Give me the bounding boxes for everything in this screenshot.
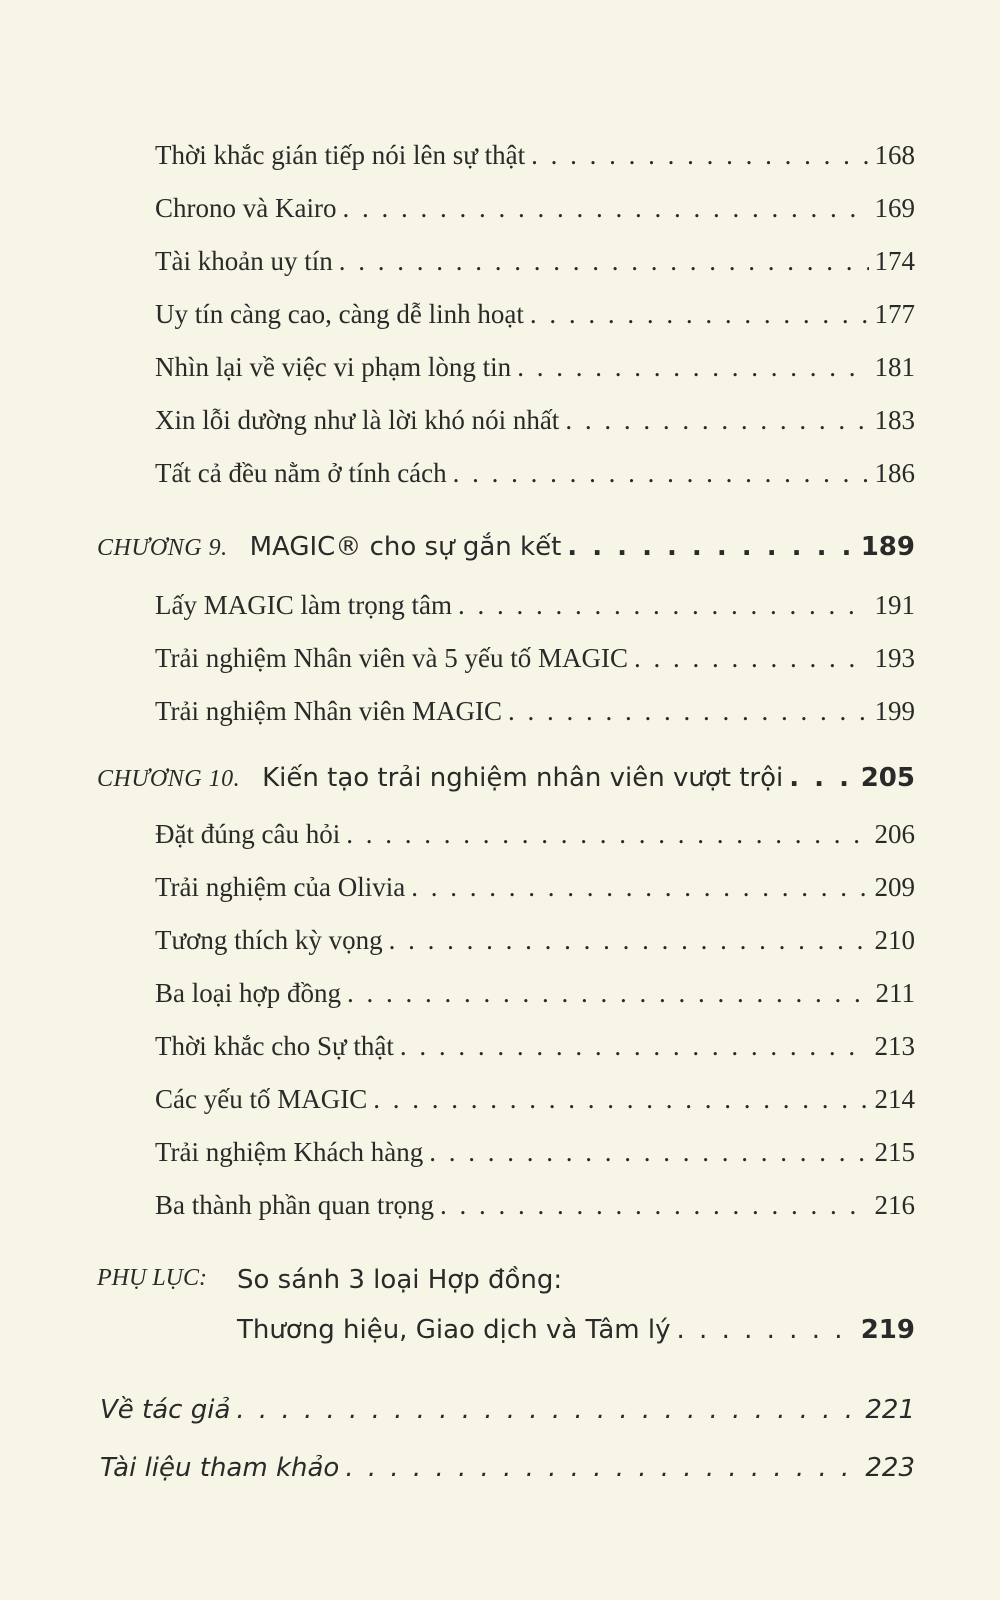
toc-entry[interactable] (155, 872, 915, 903)
toc-entry[interactable] (155, 140, 915, 171)
toc-entry-title: Ba loại hợp đồng (155, 978, 342, 1008)
toc-entry[interactable] (155, 978, 915, 1009)
leader-dots (440, 1190, 869, 1221)
chapter-title: MAGIC® cho sự gắn kết (249, 532, 562, 562)
leader-dots (373, 1084, 868, 1115)
chapter-label: CHƯƠNG 9. (97, 535, 228, 561)
toc-entry-page: 209 (874, 872, 915, 902)
toc-entry-title: Xin lỗi dường như là lời khó nói nhất (155, 405, 560, 435)
toc-entry-title: Trải nghiệm Khách hàng (155, 1137, 424, 1167)
toc-entry-title: Nhìn lại về việc vi phạm lòng tin (155, 352, 512, 382)
toc-entry[interactable] (155, 405, 915, 436)
toc-entry[interactable] (155, 1190, 915, 1221)
leader-dots (236, 1395, 859, 1425)
chapter-9-heading[interactable] (97, 532, 915, 562)
chapter-title: Kiến tạo trải nghiệm nhân viên vượt trội (262, 763, 784, 793)
toc-entry-page: 214 (874, 1084, 915, 1114)
toc-entry-title: Trải nghiệm của Olivia (155, 872, 406, 902)
leader-dots (517, 352, 868, 383)
toc-entry-title: Các yếu tố MAGIC (155, 1084, 368, 1114)
toc-entry-page: 181 (874, 352, 915, 382)
appendix-title-line2: Thương hiệu, Giao dịch và Tâm lý (237, 1315, 671, 1345)
toc-entry-page: 215 (874, 1137, 915, 1167)
leader-dots (389, 925, 869, 956)
leader-dots (634, 643, 869, 674)
leader-dots (342, 193, 868, 224)
toc-entry[interactable] (155, 299, 915, 330)
toc-entry-title: Tương thích kỳ vọng (155, 925, 383, 955)
toc-entry-page: 174 (874, 246, 915, 276)
toc-entry-page: 186 (874, 458, 915, 488)
leader-dots (530, 299, 869, 330)
leader-dots (339, 246, 869, 277)
leader-dots (508, 696, 869, 727)
toc-entry-page: 193 (874, 643, 915, 673)
toc-entry-title: Tài liệu tham khảo (100, 1453, 340, 1483)
toc-entry-page: 199 (874, 696, 915, 726)
toc-entry[interactable] (155, 696, 915, 727)
toc-entry[interactable] (155, 352, 915, 383)
toc-entry-title: Thời khắc gián tiếp nói lên sự thật (155, 140, 526, 170)
leader-dots (400, 1031, 869, 1062)
toc-entry[interactable] (155, 1084, 915, 1115)
leader-dots (565, 405, 868, 436)
appendix-title-line1: So sánh 3 loại Hợp đồng: (237, 1265, 563, 1295)
leader-dots (531, 140, 868, 171)
leader-dots (411, 872, 868, 903)
toc-entry[interactable] (155, 643, 915, 674)
leader-dots (458, 590, 869, 621)
leader-dots (677, 1315, 855, 1345)
toc-entry-page: 191 (874, 590, 915, 620)
toc-entry-title: Ba thành phần quan trọng (155, 1190, 434, 1220)
toc-entry-references[interactable] (100, 1453, 915, 1483)
leader-dots (789, 763, 854, 793)
appendix-page: 219 (860, 1315, 915, 1345)
toc-entry-page: 223 (865, 1453, 915, 1483)
toc-entry-title: Về tác giả (100, 1395, 231, 1425)
toc-entry-page: 183 (874, 405, 915, 435)
toc-entry-page: 169 (874, 193, 915, 223)
leader-dots (347, 978, 869, 1009)
chapter-page: 205 (860, 763, 915, 793)
toc-entry-page: 221 (865, 1395, 915, 1425)
toc-entry[interactable] (155, 193, 915, 224)
chapter-10-heading[interactable] (97, 763, 915, 793)
leader-dots (345, 1453, 859, 1483)
leader-dots (346, 819, 868, 850)
toc-entry[interactable] (155, 819, 915, 850)
toc-entry-title: Trải nghiệm Nhân viên MAGIC (155, 696, 502, 726)
leader-dots (567, 532, 854, 562)
toc-entry-page: 177 (874, 299, 915, 329)
toc-entry-page: 210 (874, 925, 915, 955)
toc-entry-page: 168 (874, 140, 915, 170)
toc-entry-page: 206 (874, 819, 915, 849)
chapter-page: 189 (860, 532, 915, 562)
toc-entry-title: Tài khoản uy tín (155, 246, 333, 276)
toc-entry-title: Uy tín càng cao, càng dễ linh hoạt (155, 299, 524, 329)
toc-entry[interactable] (155, 1137, 915, 1168)
toc-entry-title: Lấy MAGIC làm trọng tâm (155, 590, 452, 620)
toc-entry-title: Trải nghiệm Nhân viên và 5 yếu tố MAGIC (155, 643, 628, 673)
toc-entry[interactable] (155, 1031, 915, 1062)
chapter-label: CHƯƠNG 10. (97, 766, 241, 792)
appendix-label: PHỤ LỤC: (97, 1265, 208, 1291)
toc-entry-page: 216 (874, 1190, 915, 1220)
toc-entry-title: Chrono và Kairo (155, 193, 337, 223)
toc-entry[interactable] (155, 590, 915, 621)
toc-entry[interactable] (155, 458, 915, 489)
toc-entry[interactable] (155, 925, 915, 956)
leader-dots (429, 1137, 868, 1168)
leader-dots (453, 458, 869, 489)
toc-entry-about-author[interactable] (100, 1395, 915, 1425)
toc-entry-title: Đặt đúng câu hỏi (155, 819, 341, 849)
toc-entry-page: 211 (875, 978, 915, 1008)
toc-entry-page: 213 (874, 1031, 915, 1061)
toc-entry[interactable] (155, 246, 915, 277)
toc-entry-title: Tất cả đều nằm ở tính cách (155, 458, 447, 488)
toc-entry-title: Thời khắc cho Sự thật (155, 1031, 394, 1061)
appendix-title-line2-row[interactable] (237, 1315, 915, 1345)
